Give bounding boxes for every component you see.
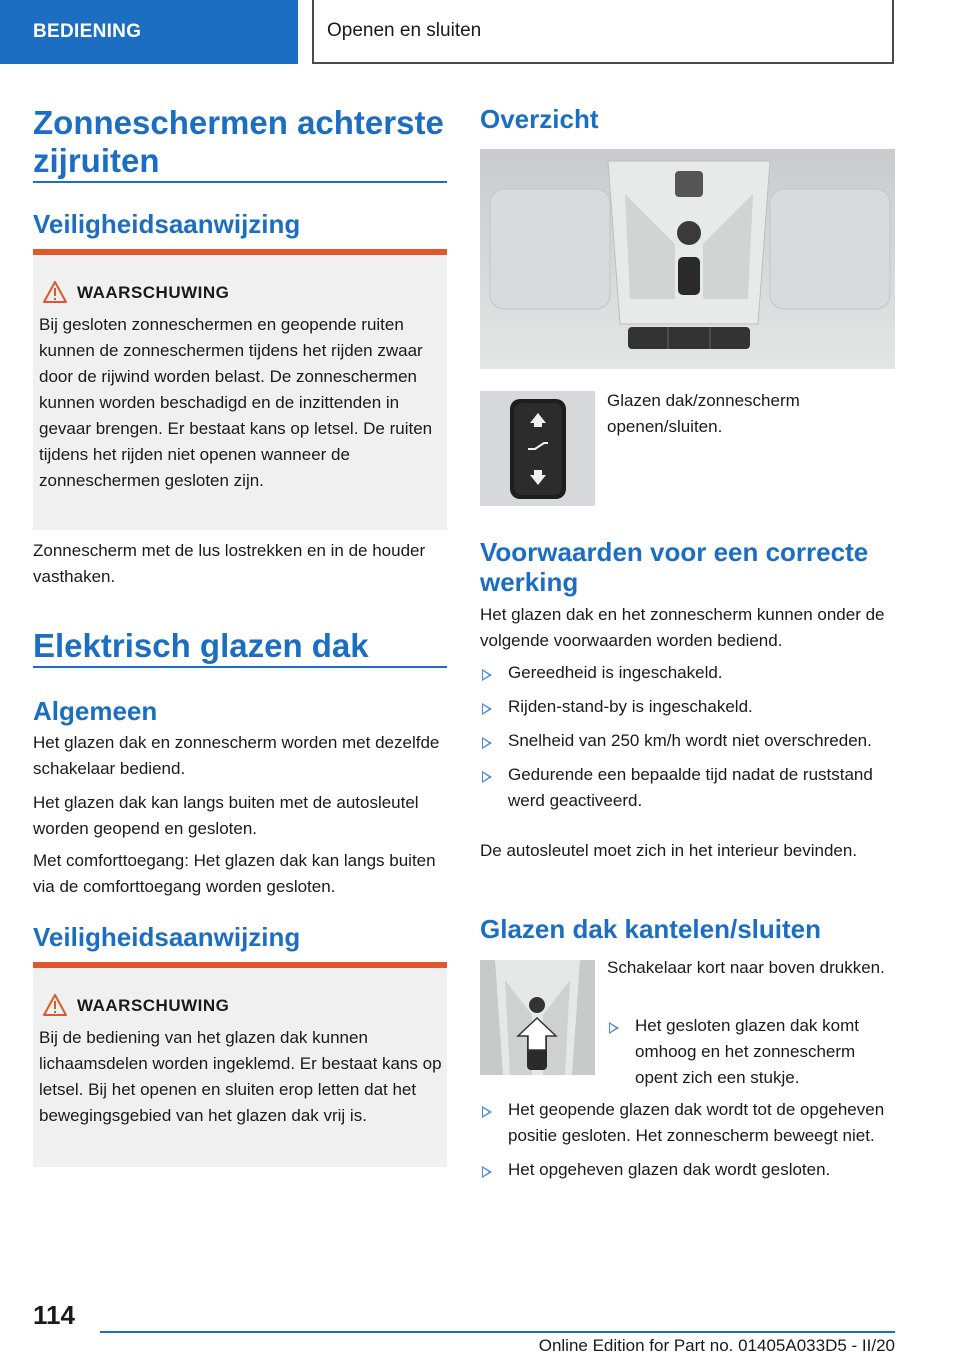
bullet-triangle-icon — [609, 1022, 619, 1034]
warning-text: Bij gesloten zonneschermen en geopende ruiten kunnen de zonneschermen tijdens het rijden zwaar door de rijwind worden belast. De zonneschermen kunnen worden beschadigd en de inzittenden in gevaar brengen. Er bestaat kans op letsel. De ruiten tijdens het rijden niet openen wanneer de zonneschermen gesloten zijn. — [39, 315, 433, 490]
conditions-list — [480, 660, 895, 822]
warning-triangle-icon — [43, 994, 67, 1016]
list-item: Gedurende een bepaalde tijd nadat de ruststand werd geactiveerd. — [480, 762, 895, 814]
heading-safety-2: Veiligheidsaanwijzing — [33, 922, 301, 952]
bullet-triangle-icon — [482, 737, 492, 749]
heading-sunblinds: Zonneschermen achterste zijruiten — [33, 104, 444, 179]
page-number: 114 — [33, 1300, 75, 1330]
warning-label: WAARSCHUWING — [77, 996, 230, 1015]
chapter-header — [312, 0, 894, 64]
paragraph-conditions-intro: Het glazen dak en het zonnescherm kunnen onder de volgende voorwaarden worden bediend. — [480, 605, 885, 650]
section-label: BEDIENING — [33, 21, 142, 42]
warning-text: Bij de bediening van het glazen dak kunnen lichaamsdelen worden ingeklemd. Er bestaat kans op letsel. Bij het openen en sluiten erop letten dat het bewegingsgebied van het glazen dak vrij is. — [39, 1028, 442, 1125]
heading-overview: Overzicht — [480, 104, 599, 134]
warning-box-2 — [33, 962, 447, 1167]
heading-conditions: Voorwaarden voor een correcte werking — [480, 537, 869, 597]
bullet-triangle-icon — [482, 771, 492, 783]
list-item: Het gesloten glazen dak komt omhoog en het zonnescherm opent zich een stukje. — [607, 1013, 895, 1091]
warning-label: WAARSCHUWING — [77, 283, 230, 302]
caption-switch: Glazen dak/zonnescherm openen/sluiten. — [607, 391, 800, 436]
heading-glass-roof: Elektrisch glazen dak — [33, 627, 369, 664]
paragraph-tilt-instruction: Schakelaar kort naar boven drukken. — [607, 958, 885, 977]
roof-console-illustration — [480, 149, 895, 369]
bullet-triangle-icon — [482, 1106, 492, 1118]
warning-triangle-icon — [43, 281, 67, 303]
list-item: Het opgeheven glazen dak wordt gesloten. — [480, 1157, 895, 1183]
list-item: Gereedheid is ingeschakeld. — [480, 660, 895, 686]
paragraph-general-3: Met comforttoegang: Het glazen dak kan langs buiten via de comforttoegang worden gesloten. — [33, 851, 436, 896]
tilt-switch-image — [480, 960, 595, 1075]
heading-safety-1: Veiligheidsaanwijzing — [33, 209, 301, 239]
list-item: Rijden-stand-by is ingeschakeld. — [480, 694, 895, 720]
heading-tilt: Glazen dak kantelen/sluiten — [480, 914, 821, 944]
bullet-triangle-icon — [482, 669, 492, 681]
tilt-sub-list — [607, 1013, 895, 1099]
paragraph-general-1: Het glazen dak en zonnescherm worden met dezelfde schakelaar bediend. — [33, 733, 440, 778]
footer-rule — [100, 1331, 895, 1333]
bullet-triangle-icon — [482, 703, 492, 715]
list-item: Het geopende glazen dak wordt tot de opgeheven positie gesloten. Het zonnescherm beweegt niet. — [480, 1097, 895, 1149]
section-tab — [0, 0, 298, 64]
warning-box-1 — [33, 249, 447, 530]
bullet-triangle-icon — [482, 1166, 492, 1178]
list-item: Snelheid van 250 km/h wordt niet overschreden. — [480, 728, 895, 754]
paragraph-general-2: Het glazen dak kan langs buiten met de autosleutel worden geopend en gesloten. — [33, 793, 419, 838]
chapter-label: Openen en sluiten — [327, 20, 482, 41]
heading-general: Algemeen — [33, 696, 158, 726]
paragraph-key-note: De autosleutel moet zich in het interieur bevinden. — [480, 841, 858, 860]
tilt-list — [480, 1097, 895, 1191]
heading-rule — [33, 666, 447, 668]
footer-edition: Online Edition for Part no. 01405A033D5 - II/20 — [538, 1336, 895, 1355]
heading-rule — [33, 181, 447, 183]
roof-switch-image — [480, 391, 595, 506]
paragraph-sunblind-use: Zonnescherm met de lus lostrekken en in de houder vasthaken. — [33, 541, 426, 586]
